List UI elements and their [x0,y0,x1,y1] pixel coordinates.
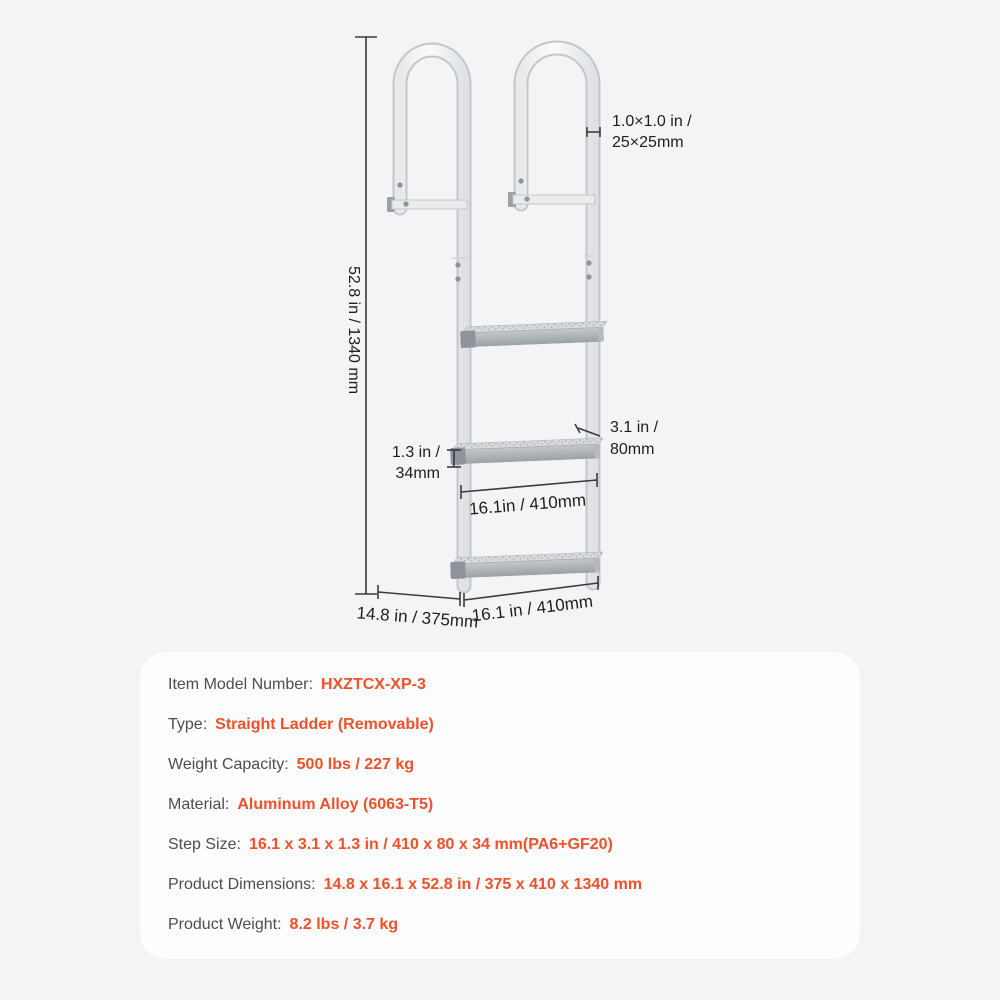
ladder-left-hook-and-rail [387,50,470,586]
tube-size-label-line1: 1.0×1.0 in / [612,113,692,130]
ladder-step-2 [450,438,604,465]
step-depth-label-line1: 3.1 in / [610,419,659,436]
step-depth-label-line2: 80mm [610,441,655,458]
ladder-depth-dimension [356,585,479,632]
step-thickness-label-line2: 34mm [395,465,440,482]
spec-label: Step Size: [168,836,241,853]
spec-label: Item Model Number: [168,676,313,693]
ladder-step-3 [450,552,604,579]
spec-label: Material: [168,796,230,813]
step-thickness-label-line1: 1.3 in / [391,444,440,461]
spec-row [168,865,830,905]
tube-size-label-line2: 25×25mm [612,134,684,151]
spec-row [168,785,830,825]
spec-value: 14.8 x 16.1 x 52.8 in / 375 x 410 x 1340 mm [323,876,643,893]
spec-value: 8.2 lbs / 3.7 kg [289,916,399,933]
spec-value: 16.1 x 3.1 x 1.3 in / 410 x 80 x 34 mm(PA6+GF20) [248,836,613,853]
spec-card [140,652,860,959]
spec-value: Straight Ladder (Removable) [215,716,434,733]
height-dimension-label: 52.8 in / 1340 mm [345,265,362,395]
step-thickness-dimension [392,444,461,482]
spec-row [168,665,830,705]
spec-value: 500 lbs / 227 kg [296,756,415,773]
inner-width-dimension [461,473,597,519]
spec-row [168,745,830,785]
tube-size-dimension [587,113,692,151]
spec-row [168,825,830,865]
spec-label: Weight Capacity: [168,756,289,773]
spec-label: Product Weight: [168,916,282,933]
spec-row [168,905,830,945]
height-dimension [345,37,377,594]
spec-value: Aluminum Alloy (6063-T5) [237,796,434,813]
spec-row [168,705,830,745]
spec-label: Product Dimensions: [168,876,316,893]
left-mount-bar [392,200,467,209]
spec-value: HXZTCX-XP-3 [320,676,426,693]
ladder-depth-label: 14.8 in / 375mm [355,603,479,632]
spec-label: Type: [168,716,208,733]
bottom-width-dimension [464,576,598,625]
inner-width-label: 16.1in / 410mm [468,490,587,519]
bottom-width-label: 16.1 in / 410mm [470,591,594,626]
